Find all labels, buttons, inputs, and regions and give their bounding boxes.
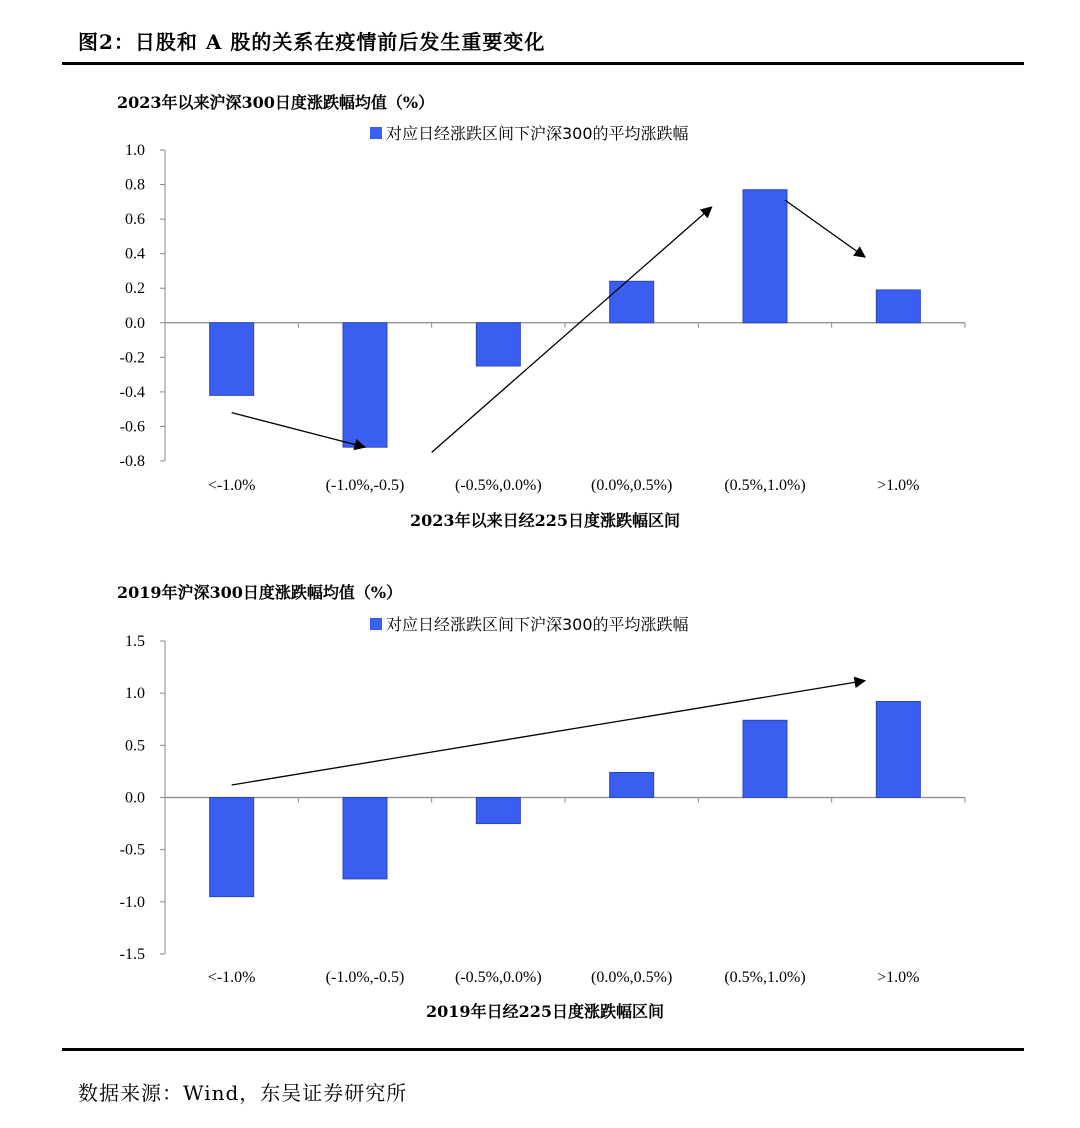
legend-label: 对应日经涨跌区间下沪深300的平均涨跌幅 <box>386 615 689 634</box>
legend-label: 对应日经涨跌区间下沪深300的平均涨跌幅 <box>386 124 689 143</box>
x-category-label: (0.0%,0.5%) <box>591 969 673 986</box>
data-source: 数据来源：Wind，东吴证券研究所 <box>78 1081 408 1105</box>
chart-title: 2023年以来沪深300日度涨跌幅均值（%） <box>117 93 435 112</box>
figure-title: 图2：日股和 A 股的关系在疫情前后发生重要变化 <box>78 30 546 54</box>
y-tick-label: 0.6 <box>125 211 145 229</box>
y-tick-label: 0.2 <box>125 280 145 298</box>
x-category-label: <-1.0% <box>207 477 256 494</box>
y-tick-label: 0.8 <box>125 176 145 194</box>
bar <box>210 798 254 897</box>
x-category-label: (0.5%,1.0%) <box>724 969 806 986</box>
chart-title: 2019年沪深300日度涨跌幅均值（%） <box>117 583 403 602</box>
y-tick-label: 0.0 <box>125 314 145 332</box>
x-category-label: (0.0%,0.5%) <box>591 477 673 494</box>
y-tick-label: 0.4 <box>125 245 145 263</box>
y-tick-label: -1.5 <box>119 946 145 963</box>
bar <box>610 772 654 797</box>
y-tick-label: -0.8 <box>119 453 145 470</box>
y-tick-label: -0.4 <box>119 383 145 401</box>
bar <box>343 798 387 879</box>
x-category-label: >1.0% <box>877 477 920 494</box>
bottom-rule <box>62 1048 1024 1051</box>
y-tick-label: 0.5 <box>125 737 145 755</box>
y-tick-label: -0.2 <box>119 349 145 367</box>
y-tick-label: -1.0 <box>119 893 145 911</box>
x-category-label: (-1.0%,-0.5) <box>325 969 405 986</box>
x-axis-title: 2019年日经225日度涨跌幅区间 <box>426 1002 664 1021</box>
x-category-label: (0.5%,1.0%) <box>724 477 806 494</box>
x-axis-title: 2023年以来日经225日度涨跌幅区间 <box>410 511 680 530</box>
x-category-label: (-0.5%,0.0%) <box>455 969 542 986</box>
bar <box>743 720 787 797</box>
y-tick-label: 1.5 <box>125 633 145 650</box>
x-category-label: <-1.0% <box>207 969 256 986</box>
y-tick-label: -0.6 <box>119 418 145 436</box>
x-category-label: >1.0% <box>877 969 920 986</box>
y-tick-label: 1.0 <box>125 142 145 159</box>
y-tick-label: 1.0 <box>125 685 145 703</box>
bar <box>876 702 920 798</box>
legend-swatch <box>370 618 382 630</box>
y-tick-label: -0.5 <box>119 841 145 859</box>
x-category-label: (-1.0%,-0.5) <box>325 477 405 494</box>
x-category-label: (-0.5%,0.0%) <box>455 477 542 494</box>
y-tick-label: 0.0 <box>125 789 145 807</box>
bar <box>476 798 520 824</box>
